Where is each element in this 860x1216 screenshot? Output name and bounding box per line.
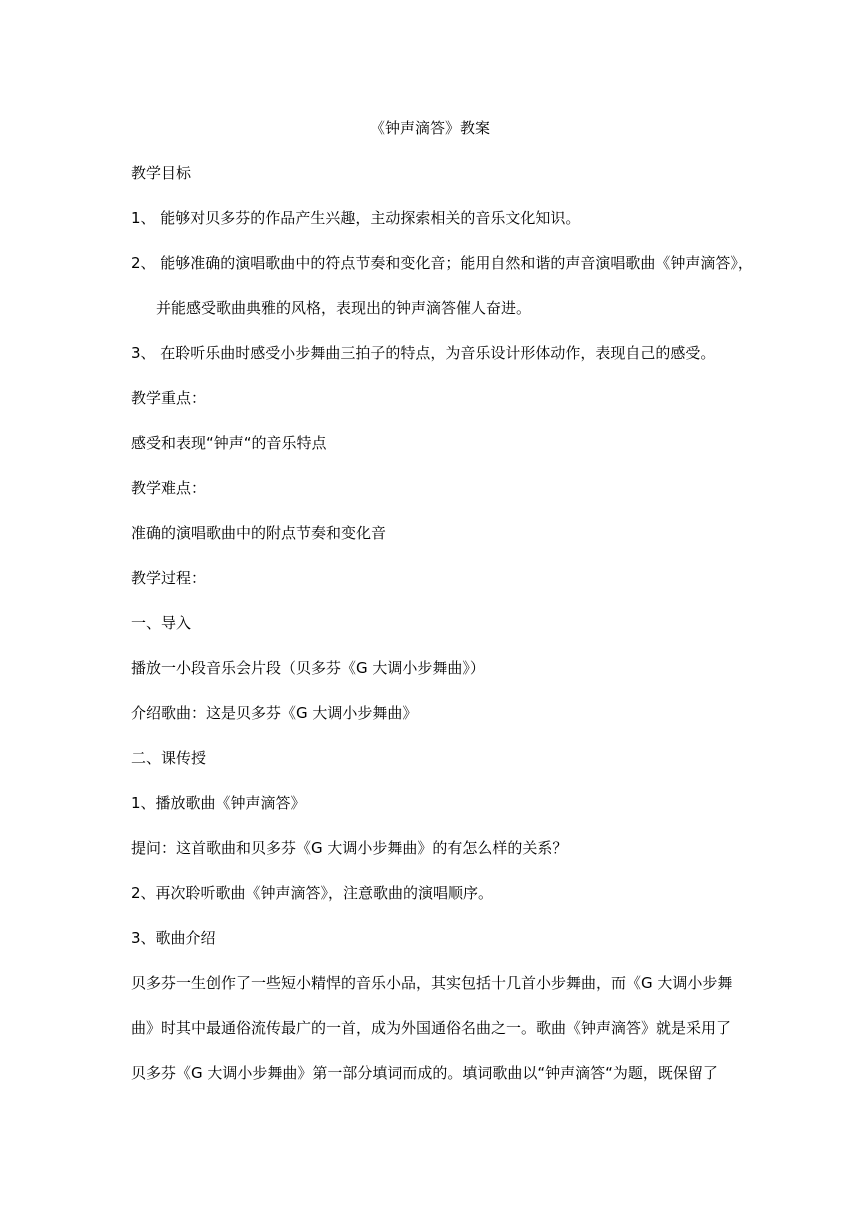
section-teaching: 二、课传授 xyxy=(131,749,207,767)
paragraph-line-3: 贝多芬《G 大调小步舞曲》第一部分填词而成的。填词歌曲以“钟声滴答“为题，既保留了 xyxy=(131,1064,718,1082)
paragraph-line-2: 曲》时其中最通俗流传最广的一首，成为外国通俗名曲之一。歌曲《钟声滴答》就是采用了 xyxy=(131,1019,732,1037)
intro-step-2: 介绍歌曲：这是贝多芬《G 大调小步舞曲》 xyxy=(131,704,418,722)
teaching-step-2: 2、再次聆听歌曲《钟声滴答》，注意歌曲的演唱顺序。 xyxy=(131,884,494,902)
teaching-step-1: 1、播放歌曲《钟声滴答》 xyxy=(131,794,306,812)
key-points-text: 感受和表现“钟声“的音乐特点 xyxy=(131,434,327,452)
section-introduction: 一、导入 xyxy=(131,614,192,632)
goal-item-3: 3、 在聆听乐曲时感受小步舞曲三拍子的特点，为音乐设计形体动作，表现自己的感受。 xyxy=(131,344,716,362)
heading-key-points: 教学重点： xyxy=(131,389,207,407)
document-title: 《钟声滴答》教案 xyxy=(369,119,490,137)
difficulties-text: 准确的演唱歌曲中的附点节奏和变化音 xyxy=(131,524,387,542)
goal-item-2-continued: 并能感受歌曲典雅的风格，表现出的钟声滴答催人奋进。 xyxy=(156,299,532,317)
goal-item-2: 2、 能够准确的演唱歌曲中的符点节奏和变化音；能用自然和谐的声音演唱歌曲《钟声滴答》， xyxy=(131,254,753,272)
teaching-question: 提问：这首歌曲和贝多芬《G 大调小步舞曲》的有怎么样的关系？ xyxy=(131,839,568,857)
heading-teaching-goals: 教学目标 xyxy=(131,164,192,182)
heading-process: 教学过程： xyxy=(131,569,207,587)
intro-step-1: 播放一小段音乐会片段（贝多芬《G 大调小步舞曲》） xyxy=(131,659,485,677)
heading-difficulties: 教学难点： xyxy=(131,479,207,497)
teaching-step-3: 3、歌曲介绍 xyxy=(131,929,216,947)
paragraph-line-1: 贝多芬一生创作了一些短小精悍的音乐小品，其实包括十几首小步舞曲，而《G 大调小步舞 xyxy=(131,974,733,992)
goal-item-1: 1、 能够对贝多芬的作品产生兴趣，主动探索相关的音乐文化知识。 xyxy=(131,209,581,227)
